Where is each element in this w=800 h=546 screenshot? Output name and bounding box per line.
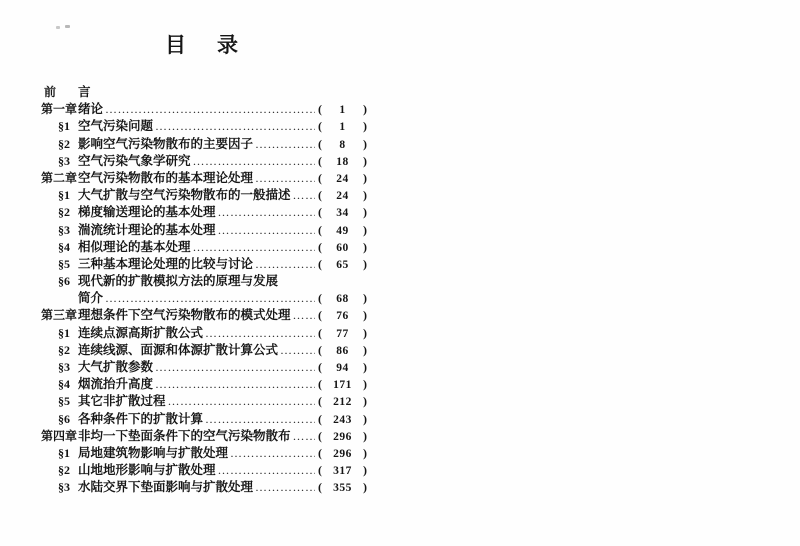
toc-row-label: §6	[58, 411, 70, 426]
toc-row-chapter	[41, 170, 367, 187]
page-number-value: ( 1	[339, 104, 346, 117]
dot-leader	[193, 239, 315, 256]
toc-row-title: 山地地形影响与扩散处理	[78, 463, 216, 478]
dot-leader	[105, 290, 315, 307]
page-number	[318, 136, 367, 154]
toc-row-label: §5	[58, 394, 70, 409]
toc-row-label: 第三章	[41, 308, 78, 323]
dot-leader	[230, 445, 315, 462]
page-number-value: ( 49	[336, 224, 349, 237]
toc-row-section	[41, 118, 367, 135]
page-number-value: ( 76	[336, 310, 349, 323]
toc-row-title: 局地建筑物影响与扩散处理	[78, 445, 229, 460]
toc-row-label: §2	[58, 136, 70, 151]
toc-row-title: 空气污染问题	[78, 119, 154, 134]
page-number	[318, 359, 367, 377]
toc-row-title: 影响空气污染物散布的主要因子	[78, 136, 254, 151]
dot-leader	[168, 393, 315, 410]
toc-row-chapter	[41, 307, 367, 324]
toc-row-title: 言	[78, 85, 91, 99]
toc-row-section	[41, 204, 367, 221]
toc-row-label: §4	[58, 239, 70, 254]
toc-row-title: 各种条件下的扩散计算	[78, 411, 204, 426]
toc-row-label: 第二章	[41, 170, 78, 185]
page-number-value: ( 65	[336, 258, 349, 271]
toc-row-label: §2	[58, 342, 70, 357]
dot-leader	[218, 222, 315, 239]
toc-row-title: 梯度输送理论的基本处理	[78, 205, 216, 220]
toc-row-label: §1	[58, 445, 70, 460]
toc-row-chapter	[41, 101, 367, 118]
dot-leader	[255, 136, 315, 153]
toc-row-label: §3	[58, 153, 70, 168]
toc-row-title: 大气扩散与空气污染物散布的一般描述	[78, 188, 291, 203]
page-number	[318, 118, 367, 136]
toc-row-chapter	[41, 428, 367, 445]
page-number-value: ( 24	[336, 190, 349, 203]
dot-leader	[155, 376, 315, 393]
page-number	[318, 428, 367, 446]
toc-row-section	[41, 325, 367, 342]
toc-row-title: 理想条件下空气污染物散布的模式处理	[78, 308, 291, 323]
toc-row-label: §3	[58, 480, 70, 495]
toc-row-title: 烟流抬升高度	[78, 377, 154, 392]
page-number-value: ( 296	[333, 430, 352, 443]
dot-leader	[218, 462, 315, 479]
toc-row-section	[41, 239, 367, 256]
toc-row-section	[41, 359, 367, 376]
toc-row-label: §1	[58, 325, 70, 340]
toc-row-label: 第四章	[41, 428, 78, 443]
toc-row-label: §1	[58, 119, 70, 134]
page-number-value: ( 60	[336, 241, 349, 254]
page-number	[318, 187, 367, 205]
page-number-value: ( 94	[336, 362, 349, 374]
dot-leader	[293, 428, 315, 445]
page-number	[318, 342, 367, 360]
toc-row-section	[41, 273, 367, 290]
page-number	[318, 204, 367, 222]
dot-leader	[280, 342, 315, 359]
page-number	[318, 462, 367, 480]
page-number-value: ( 296	[333, 447, 352, 460]
toc-row-title: 空气污染气象学研究	[78, 153, 191, 168]
toc-row-label: §3	[58, 222, 70, 237]
toc-row-title: 大气扩散参数	[78, 360, 154, 374]
toc-row-label: §3	[58, 360, 70, 374]
page-number	[318, 307, 367, 325]
page-number-value: ( 171	[333, 379, 352, 392]
toc-row-title: 连续点源高斯扩散公式	[78, 325, 204, 340]
toc-row-label: §4	[58, 377, 70, 392]
page-number	[318, 256, 367, 274]
toc-row-title: 简介	[78, 291, 104, 306]
page-number	[318, 239, 367, 257]
page-number-value: ( 1	[339, 121, 346, 134]
toc-row-title: 连续线源、面源和体源扩散计算公式	[78, 342, 279, 357]
page-title: 目 录	[165, 33, 243, 57]
page-number-value: ( 355	[333, 482, 352, 495]
toc-row-title: 现代新的扩散模拟方法的原理与发展	[78, 274, 279, 289]
page-number	[318, 445, 367, 463]
dot-leader	[193, 153, 315, 170]
toc-row-title: 水陆交界下垫面影响与扩散处理	[78, 480, 254, 495]
page-number-value: ( 86	[336, 344, 349, 357]
page-number-value: ( 243	[333, 413, 352, 426]
dot-leader	[105, 101, 315, 118]
toc-row-section	[41, 462, 367, 479]
page-number	[318, 170, 367, 188]
page-number-value: ( 34	[336, 207, 349, 220]
page-number	[318, 479, 367, 497]
toc-row-section	[41, 136, 367, 153]
toc-row-title: 相似理论的基本处理	[78, 239, 191, 254]
toc-row-label: §1	[58, 188, 70, 203]
toc-row-label: §6	[58, 274, 70, 289]
toc-row-section	[41, 393, 367, 410]
toc-row-preface	[41, 84, 367, 101]
toc-row-label: §5	[58, 256, 70, 271]
toc-row-title: 其它非扩散过程	[78, 394, 166, 409]
toc-row-label: 前	[44, 85, 57, 99]
dot-leader	[255, 479, 315, 496]
dot-leader	[255, 170, 315, 187]
page-number-value: ( 317	[333, 465, 352, 478]
page-number-value: ( 24	[336, 172, 349, 185]
toc-row-title: 三种基本理论处理的比较与讨论	[78, 256, 254, 271]
toc-row-title: 空气污染物散布的基本理论处理	[78, 170, 254, 185]
toc-row-section	[41, 187, 367, 204]
toc-row-section	[41, 445, 367, 462]
toc-row-label: §2	[58, 463, 70, 478]
page-number	[318, 325, 367, 343]
toc-row-label: 第一章	[41, 102, 78, 117]
page-number	[318, 411, 367, 429]
toc-row-section	[41, 256, 367, 273]
toc-row-section	[41, 376, 367, 393]
toc-row-label: §2	[58, 205, 70, 220]
dot-leader	[155, 118, 315, 135]
dot-leader	[218, 204, 315, 221]
dot-leader	[155, 359, 315, 376]
page-number-value: ( 77	[336, 327, 349, 340]
page-number-value: ( 212	[333, 396, 352, 409]
toc-row-title: 绪论	[78, 102, 104, 117]
toc-row-section	[41, 411, 367, 428]
toc-row-section	[41, 153, 367, 170]
toc-row-title: 非均一下垫面条件下的空气污染物散布	[78, 428, 291, 443]
page-number	[318, 153, 367, 171]
toc-row-section	[41, 342, 367, 359]
toc-row-continuation	[41, 290, 367, 307]
dot-leader	[205, 325, 315, 342]
dot-leader	[255, 256, 315, 273]
page-number	[318, 222, 367, 240]
toc-row-section	[41, 479, 367, 496]
toc-content-column	[41, 0, 367, 497]
toc-list	[41, 84, 367, 497]
dot-leader	[293, 187, 315, 204]
toc-row-title: 湍流统计理论的基本处理	[78, 222, 216, 237]
page-number	[318, 376, 367, 394]
page-number-value: ( 68	[336, 293, 349, 306]
page-number	[318, 393, 367, 411]
page-number	[318, 101, 367, 119]
dot-leader	[205, 411, 315, 428]
page-number-value: ( 8	[339, 138, 346, 151]
dot-leader	[293, 307, 315, 324]
page-number-value: ( 18	[336, 155, 349, 168]
page-number	[318, 290, 367, 308]
toc-row-section	[41, 222, 367, 239]
